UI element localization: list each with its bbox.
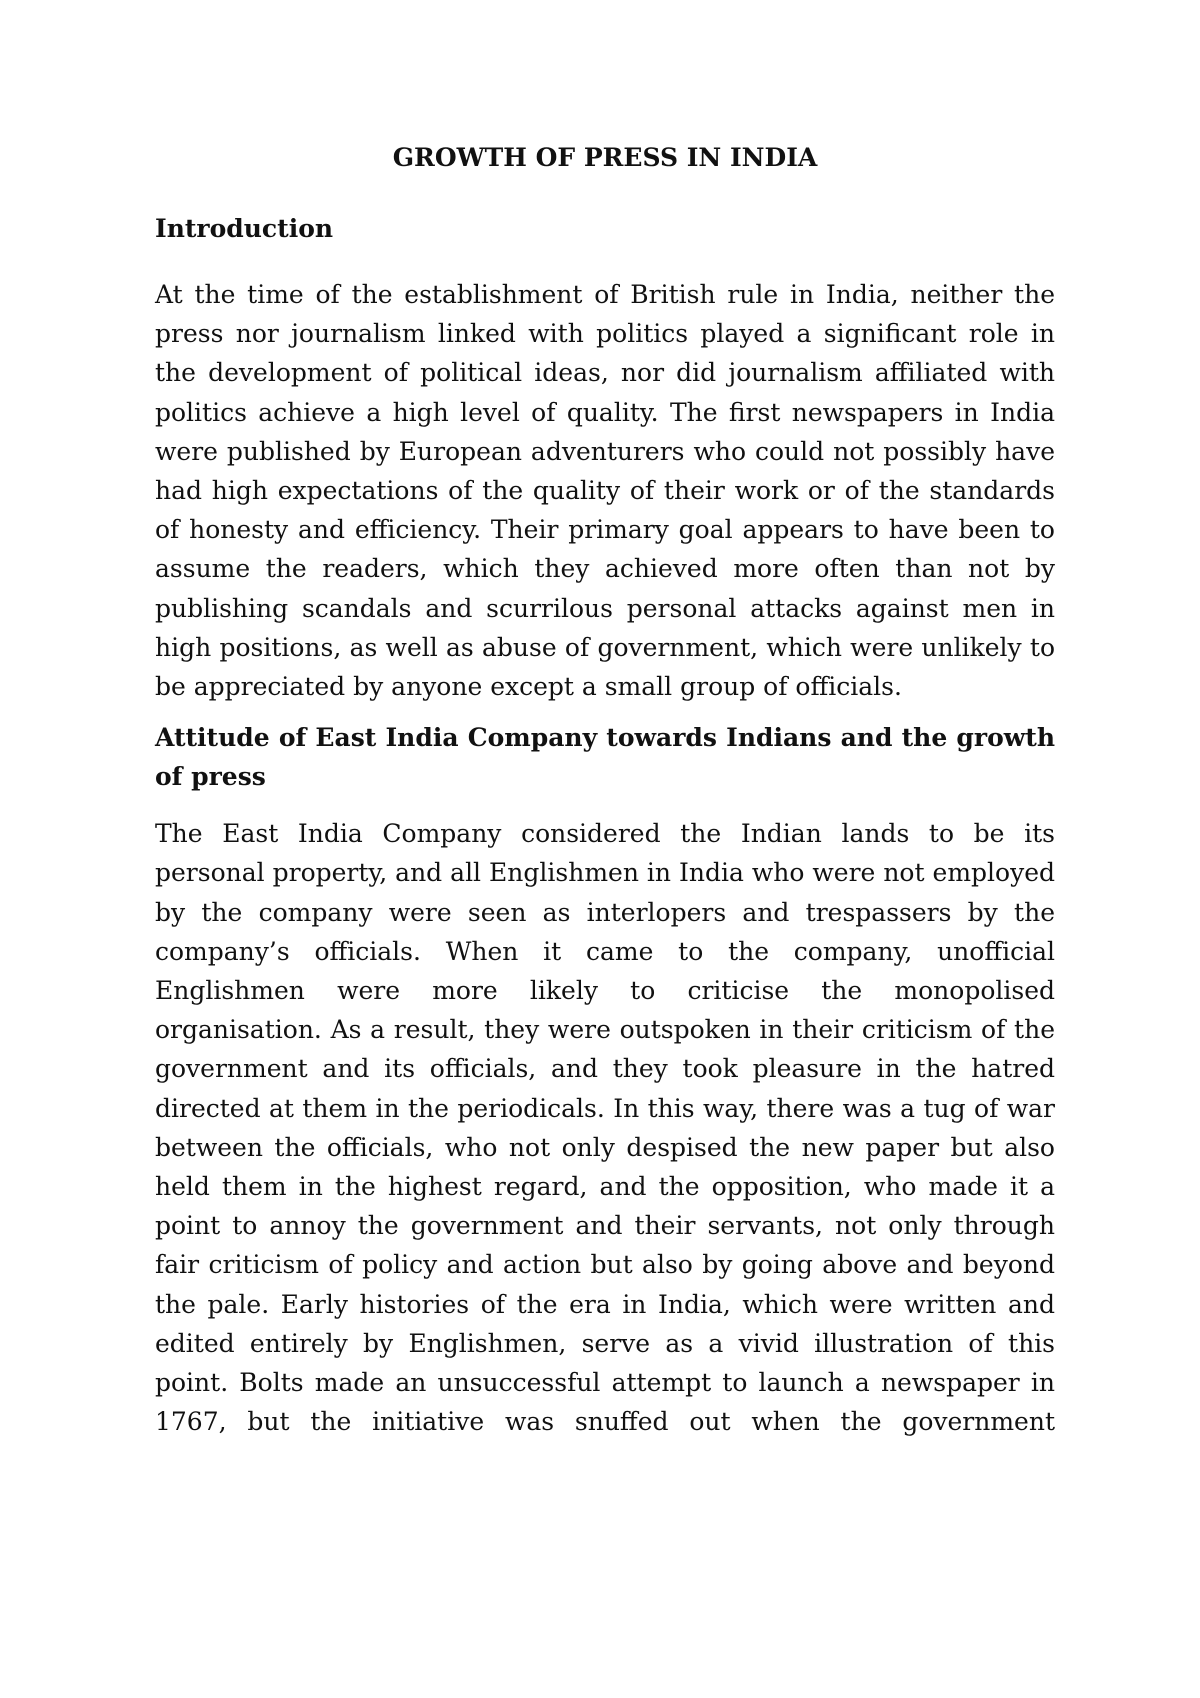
section-heading-attitude: Attitude of East India Company towards Indians and the growth of press [155, 723, 1055, 792]
document-page [155, 138, 1055, 1441]
section-heading-introduction: Introduction [155, 214, 334, 243]
paragraph-introduction: At the time of the establishment of British rule in India, neither the press nor journalism linked with politics played a significant role in the development of political ideas, nor did journalism affiliated with politics achieve a high level of quality. The first newspapers in India were published by European adventurers who could not possibly have had high expectations of the quality of their work or of the standards of honesty and efficiency. Their primary goal appears to have been to assume the readers, which they achieved more often than not by publishing scandals and scurrilous personal attacks against men in high positions, as well as abuse of government, which were unlikely to be appreciated by anyone except a small group of officials. [155, 280, 1055, 702]
document-title: GROWTH OF PRESS IN INDIA [392, 143, 818, 172]
paragraph-attitude: The East India Company considered the Indian lands to be its personal property, and all Englishmen in India who were not employed by the company were seen as interlopers and trespassers by the company’s officials. When it came to the company, unofficial Englishmen were more likely to criticise the monopolised organisation. As a result, they were outspoken in their criticism of the government and its officials, and they took pleasure in the hatred directed at them in the periodicals. In this way, there was a tug of war between the officials, who not only despised the new paper but also held them in the highest regard, and the opposition, who made it a point to annoy the government and their servants, not only through fair criticism of policy and action but also by going above and beyond the pale. Early histories of the era in India, which were written and edited entirely by Englishmen, serve as a vivid illustration of this point. Bolts made an unsuccessful attempt to launch a newspaper in 1767, but the initiative was snuffed out when the government [155, 819, 1055, 1437]
section-attitude [155, 718, 1055, 1441]
section-introduction [155, 209, 1055, 706]
